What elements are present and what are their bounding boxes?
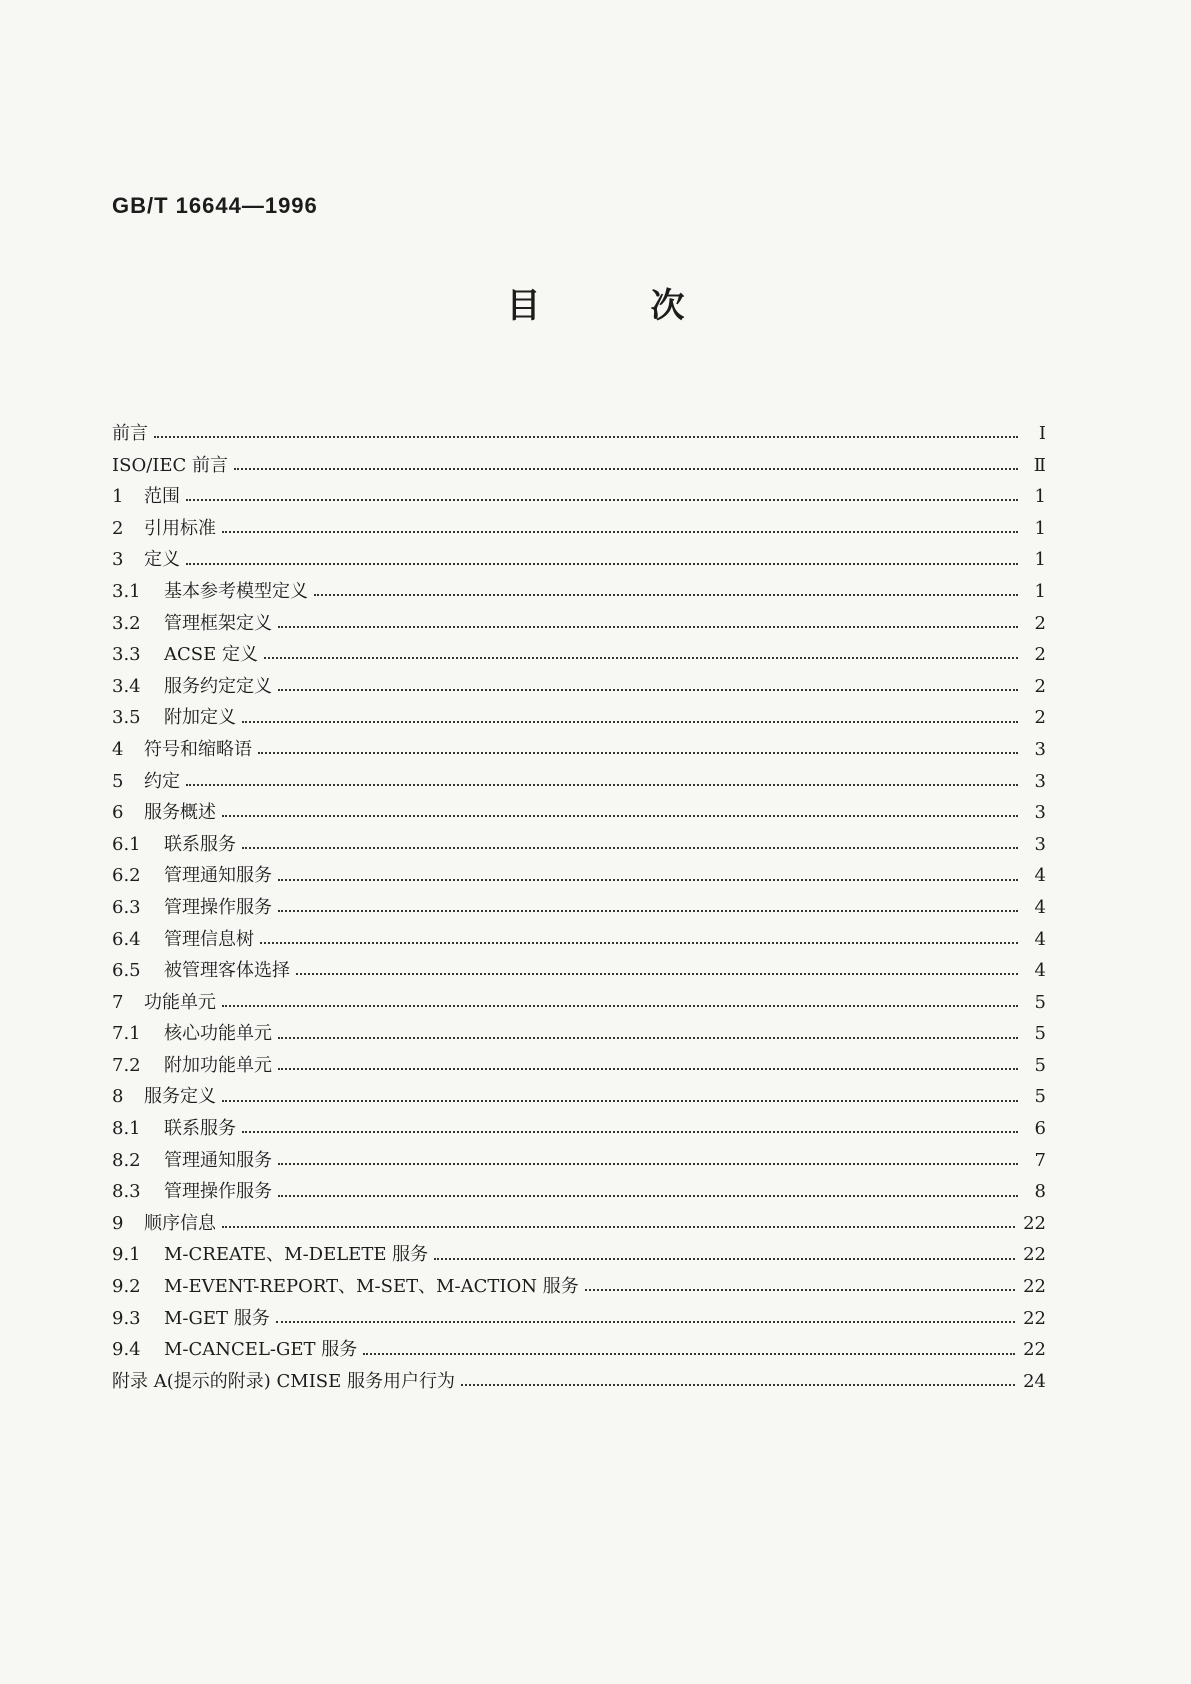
toc-entry-number: 3.1 [112,580,141,602]
toc-entry-page: 22 [1023,1339,1046,1361]
toc-entry-title: 约定 [144,770,180,792]
toc-entry-number: 9.4 [112,1339,141,1361]
toc-entry[interactable] [112,1271,1046,1303]
toc-entry[interactable] [112,797,1046,829]
toc-entry[interactable] [112,1208,1046,1240]
dot-leader [278,688,1018,691]
dot-leader [186,498,1018,501]
dot-leader [186,562,1018,565]
toc-entry-number: 8.3 [112,1181,141,1203]
toc-entry-title: 符号和缩略语 [144,738,252,760]
toc-entry-page: 4 [1034,928,1046,950]
dot-leader [258,751,1018,754]
toc-entry-number: 3.5 [112,707,141,729]
toc-entry-number: 6 [112,802,124,824]
toc-entry-page: I [1038,423,1046,444]
toc-entry-number: 9.1 [112,1244,141,1266]
toc-entry-title: 附加功能单元 [164,1054,272,1076]
toc-entry-title: 联系服务 [164,1118,236,1140]
toc-entry-page: Ⅱ [1033,454,1046,476]
toc-entry[interactable] [112,1334,1046,1366]
toc-entry-number: 6.2 [112,865,141,887]
toc-entry-number: 3.3 [112,644,141,666]
toc-entry-page: 3 [1034,833,1046,855]
toc-entry[interactable] [112,702,1046,734]
dot-leader [278,878,1018,881]
toc-entry[interactable] [112,576,1046,608]
toc-entry-number: 7 [112,991,124,1013]
dot-leader [222,1099,1018,1102]
dot-leader [278,1067,1018,1070]
toc-entry-page: 8 [1034,1181,1046,1203]
toc-entry-number: 6.5 [112,960,141,982]
dot-leader [363,1352,1015,1355]
toc-entry-title: ACSE 定义 [164,644,258,666]
toc-entry-number: 7.1 [112,1023,141,1045]
dot-leader [186,783,1018,786]
toc-entry[interactable] [112,924,1046,956]
toc-entry-page: 4 [1034,960,1046,982]
dot-leader [222,1225,1015,1228]
toc-entry-number: 1 [112,486,124,508]
toc-entry[interactable] [112,450,1046,482]
toc-entry-title: M-CANCEL-GET 服务 [164,1339,358,1361]
toc-entry-page: 22 [1023,1212,1046,1234]
toc-entry-page: 1 [1034,486,1046,508]
toc-entry-title: 核心功能单元 [164,1023,272,1045]
toc-entry-number: 6.3 [112,896,141,918]
toc-entry-page: 22 [1023,1244,1046,1266]
toc-entry-title: M-GET 服务 [164,1307,270,1329]
toc-entry-page: 1 [1034,580,1046,602]
dot-leader [585,1288,1015,1291]
toc-entry-number: 8.1 [112,1118,141,1140]
toc-entry-page: 22 [1023,1307,1046,1329]
toc-entry-page: 2 [1034,707,1046,729]
toc-entry[interactable] [112,1145,1046,1177]
toc-entry-title: 服务约定定义 [164,675,272,697]
toc-entry[interactable] [112,608,1046,640]
toc-entry[interactable] [112,1303,1046,1335]
toc-entry-page: 2 [1034,675,1046,697]
dot-leader [296,972,1018,975]
toc-entry-page: 3 [1034,770,1046,792]
toc-entry[interactable] [112,1239,1046,1271]
dot-leader [234,467,1018,470]
toc-entry-title: 服务概述 [144,802,216,824]
toc-entry[interactable] [112,1113,1046,1145]
toc-entry-number: 9.3 [112,1307,141,1329]
toc-entry-title: 管理操作服务 [164,1181,272,1203]
toc-entry[interactable] [112,481,1046,513]
toc-entry[interactable] [112,1018,1046,1050]
toc-entry-title: 管理框架定义 [164,612,272,634]
toc-entry[interactable] [112,1366,1046,1398]
toc-entry-title: 联系服务 [164,833,236,855]
dot-leader [222,530,1018,533]
dot-leader [278,1036,1018,1039]
dot-leader [278,625,1018,628]
toc-entry-title: M-EVENT-REPORT、M-SET、M-ACTION 服务 [164,1276,579,1298]
dot-leader [264,656,1018,659]
toc-entry-page: 2 [1034,644,1046,666]
toc-entry-title: 服务定义 [144,1086,216,1108]
toc-entry[interactable] [112,955,1046,987]
toc-entry-title: 引用标准 [144,517,216,539]
toc-entry[interactable] [112,544,1046,576]
toc-entry-title: 管理操作服务 [164,896,272,918]
dot-leader [276,1320,1015,1323]
toc-entry[interactable] [112,734,1046,766]
toc-entry-page: 4 [1034,865,1046,887]
toc-entry[interactable] [112,766,1046,798]
toc-entry-number: 9.2 [112,1276,141,1298]
toc-entry-page: 3 [1034,738,1046,760]
toc-entry-page: 5 [1034,1023,1046,1045]
dot-leader [278,909,1018,912]
toc-entry-number: 3.2 [112,612,141,634]
toc-entry-number: 6.1 [112,833,141,855]
toc-entry-page: 7 [1034,1149,1046,1171]
toc-entry-page: 3 [1034,802,1046,824]
toc-entry[interactable] [112,513,1046,545]
dot-leader [314,593,1018,596]
toc-entry-page: 2 [1034,612,1046,634]
toc-entry-number: 6.4 [112,928,141,950]
toc-entry-number: 7.2 [112,1054,141,1076]
toc-entry-page: 24 [1023,1370,1046,1392]
toc-entry-title: 管理信息树 [164,928,254,950]
toc-entry-title: 功能单元 [144,991,216,1013]
toc-entry-number: 9 [112,1212,124,1234]
dot-leader [242,720,1018,723]
toc-entry-title: 定义 [144,549,180,571]
toc-entry-page: 5 [1034,1054,1046,1076]
toc-entry-page: 1 [1034,549,1046,571]
toc-entry[interactable] [112,892,1046,924]
toc-entry-number: 3 [112,549,124,571]
toc-entry-number: 2 [112,517,124,539]
toc-entry-page: 5 [1034,991,1046,1013]
toc-entry[interactable] [112,829,1046,861]
page-title: 目次 [506,286,795,326]
toc-entry-title: 附录 A(提示的附录) CMISE 服务用户行为 [112,1370,455,1392]
toc-entry-title: 顺序信息 [144,1212,216,1234]
toc-entry-title: 管理通知服务 [164,1149,272,1171]
toc-entry-title: M-CREATE、M-DELETE 服务 [164,1244,429,1266]
dot-leader [154,435,1018,438]
toc-entry-page: 5 [1034,1086,1046,1108]
toc-entry[interactable] [112,639,1046,671]
toc-entry-title: 基本参考模型定义 [164,580,308,602]
toc-entry-title: 管理通知服务 [164,865,272,887]
toc-entry[interactable] [112,1081,1046,1113]
dot-leader [242,846,1018,849]
dot-leader [278,1194,1018,1197]
toc-entry[interactable] [112,671,1046,703]
toc-entry-title: 被管理客体选择 [164,960,290,982]
toc-entry-page: 4 [1034,896,1046,918]
toc-entry[interactable] [112,987,1046,1019]
toc-entry[interactable] [112,1050,1046,1082]
toc-entry-number: 8 [112,1086,124,1108]
toc-entry[interactable] [112,860,1046,892]
dot-leader [461,1383,1015,1386]
toc-entry[interactable] [112,1176,1046,1208]
toc-entry-page: 6 [1034,1118,1046,1140]
dot-leader [222,814,1018,817]
toc-entry-title: 前言 [112,423,148,444]
toc-entry-number: 4 [112,738,124,760]
toc-entry-page: 22 [1023,1276,1046,1298]
toc-entry-number: 3.4 [112,675,141,697]
toc-entry[interactable] [112,418,1046,450]
dot-leader [242,1130,1018,1133]
dot-leader [222,1004,1018,1007]
dot-leader [278,1162,1018,1165]
toc-entry-title: 范围 [144,486,180,508]
toc-entry-number: 8.2 [112,1149,141,1171]
toc-entry-number: 5 [112,770,124,792]
dot-leader [434,1257,1015,1260]
table-of-contents [112,418,1046,1397]
standard-code: GB/T 16644—1996 [112,193,318,218]
toc-entry-page: 1 [1034,517,1046,539]
toc-entry-title: ISO/IEC 前言 [112,454,229,476]
dot-leader [260,941,1018,944]
toc-entry-title: 附加定义 [164,707,236,729]
